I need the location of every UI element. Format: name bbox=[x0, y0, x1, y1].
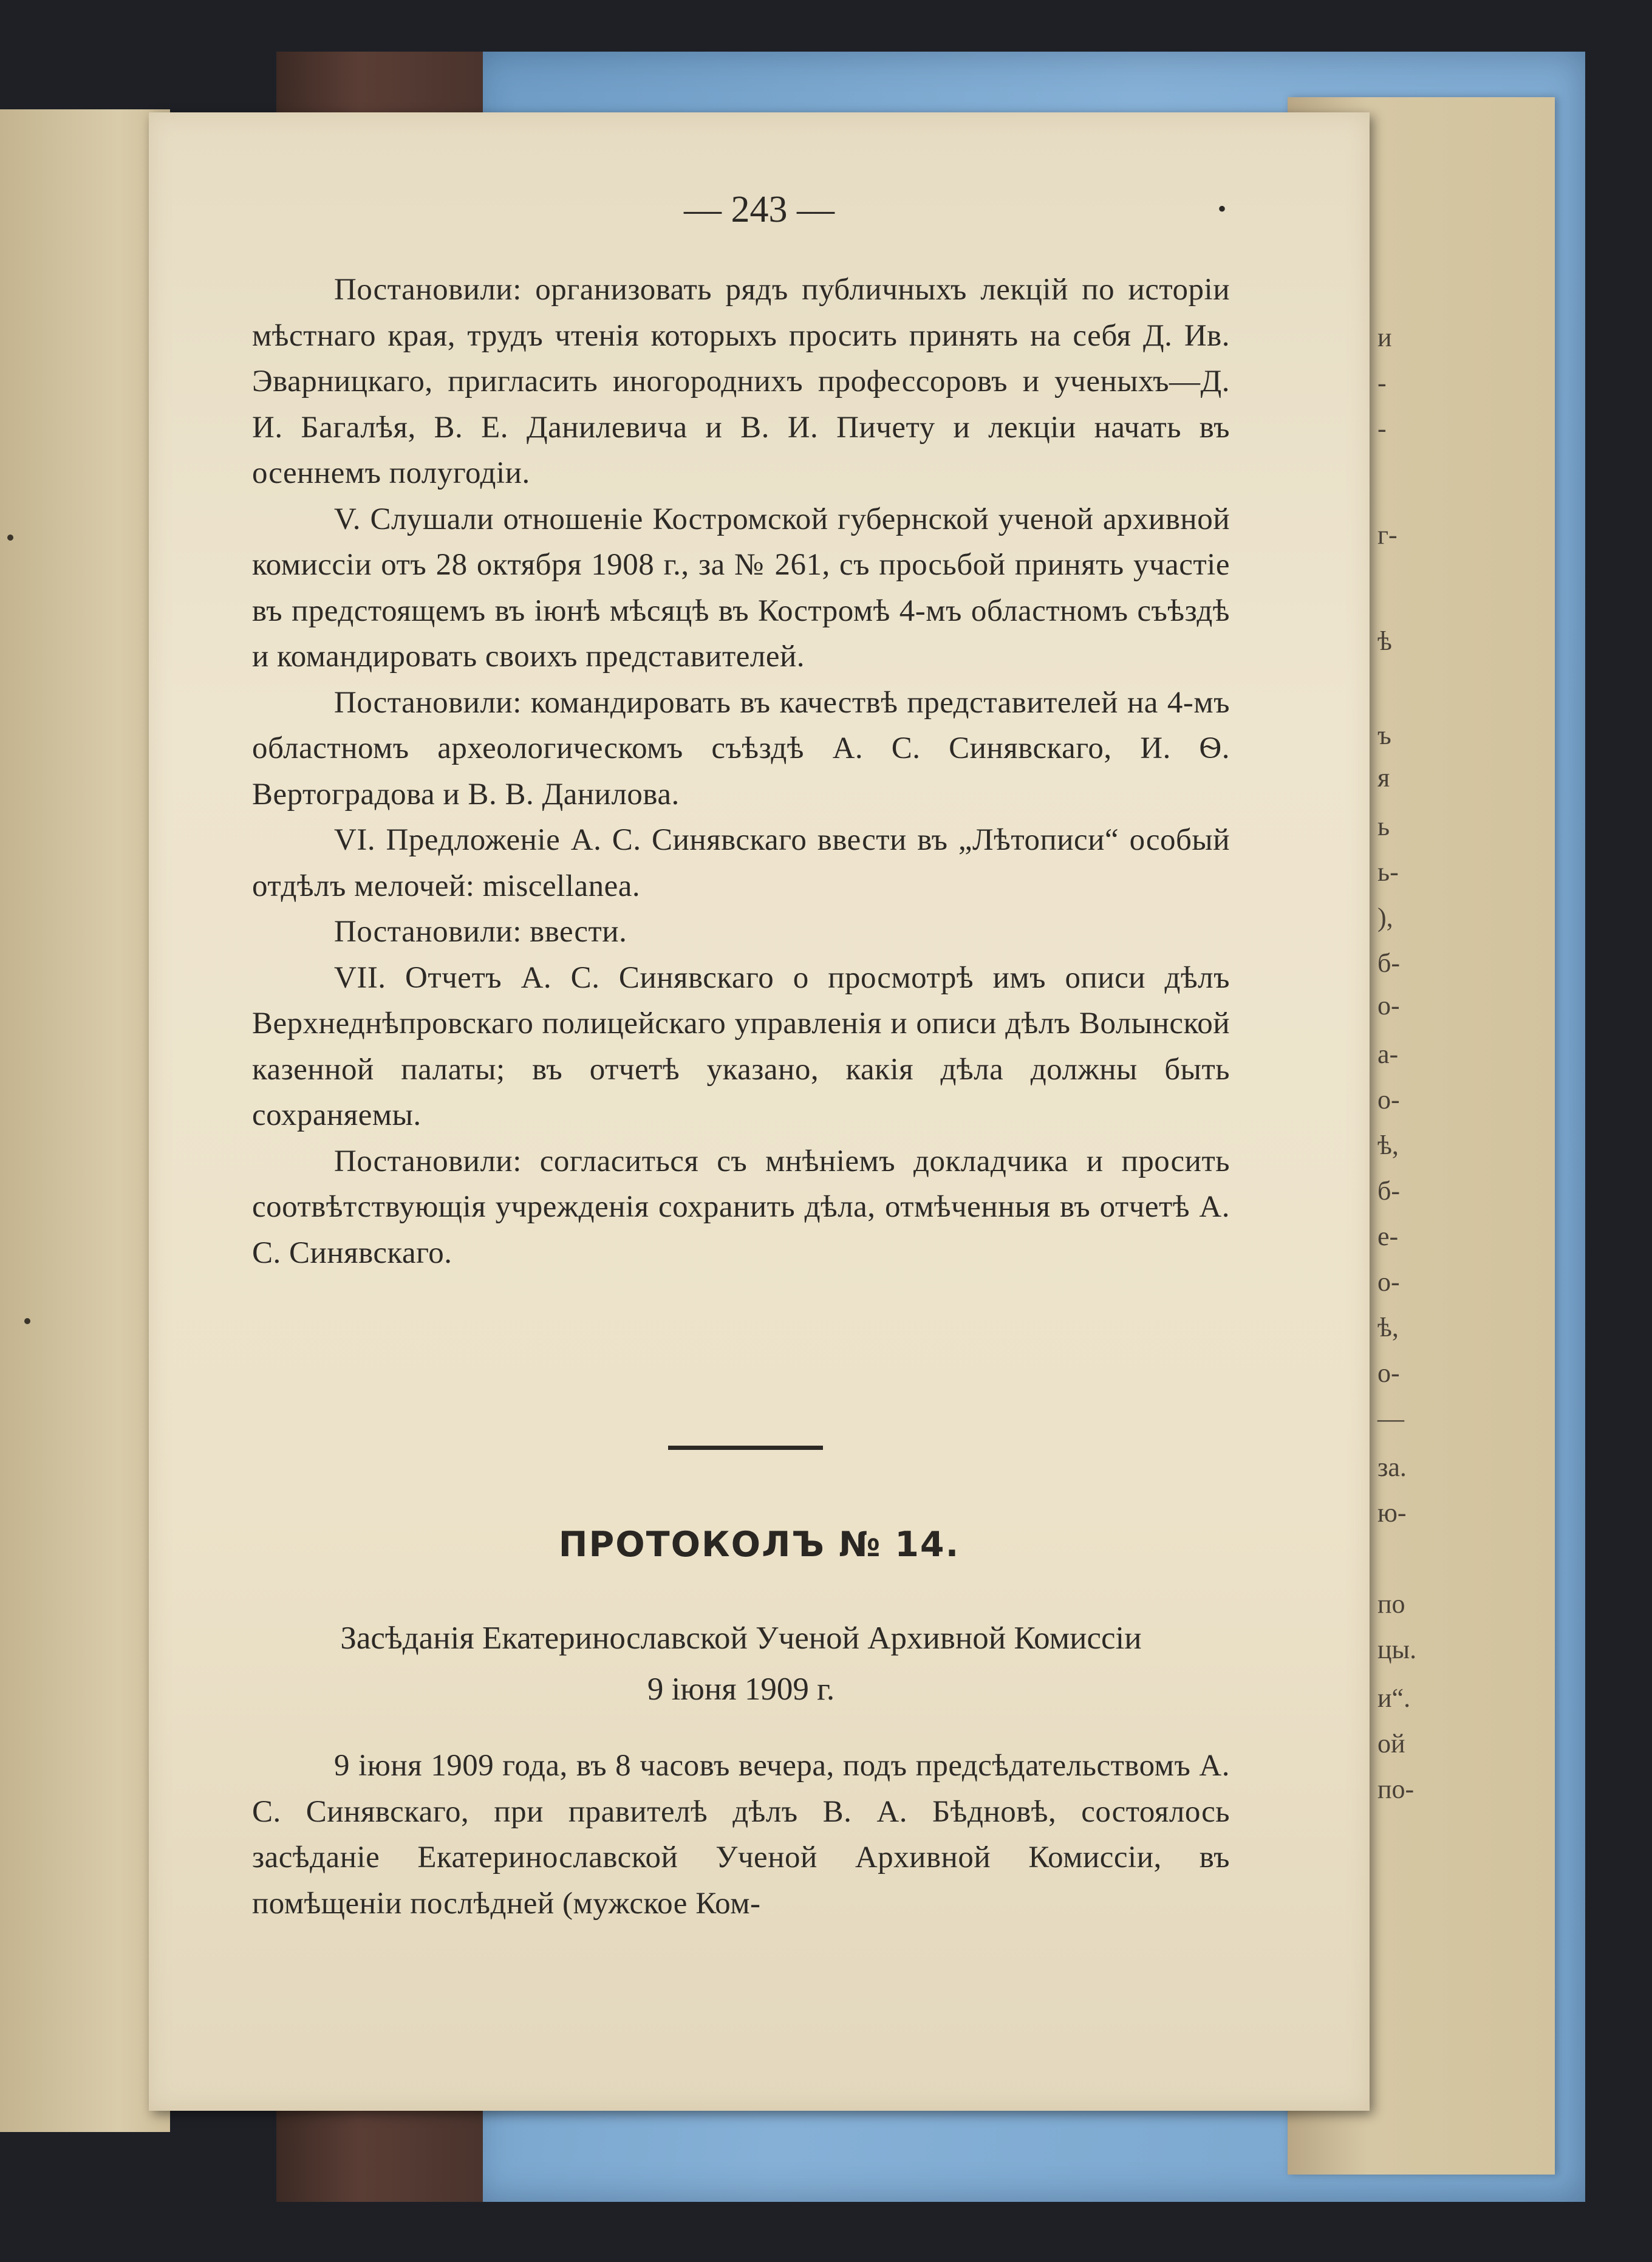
subtitle-line: Засѣданія Екатеринославской Ученой Архивной Комиссіи bbox=[340, 1621, 1142, 1656]
edge-fragment: ю- bbox=[1377, 1498, 1407, 1528]
printer-mark: • bbox=[1218, 195, 1227, 222]
paragraph: Постановили: согласиться съ мнѣніемъ докладчика и просить соотвѣтствующія учрежденія сохранить дѣла, отмѣченныя въ отчетѣ А. С. Синявскаго. bbox=[252, 1144, 1230, 1270]
paragraph: Постановили: организовать рядъ публичныхъ лекцій по исторіи мѣстнаго края, трудъ чтенія которыхъ просить принять на себя Д. Ив. Эварницкаго, пригласить иногородниxъ профессоровъ и ученыхъ—Д. И. Багалѣя, В. Е. Данилевича и В. И. Пичету и лекціи начать въ осеннемъ полугодіи. bbox=[252, 273, 1230, 490]
edge-fragment: по bbox=[1377, 1589, 1405, 1619]
paragraph: Постановили: ввести. bbox=[334, 915, 627, 949]
edge-fragment: г- bbox=[1377, 520, 1398, 550]
document-page bbox=[149, 112, 1370, 2111]
edge-fragment: о- bbox=[1377, 991, 1400, 1020]
edge-fragment: и“. bbox=[1377, 1683, 1411, 1713]
edge-fragment: по- bbox=[1377, 1774, 1415, 1804]
page-number: — 243 — bbox=[684, 189, 835, 230]
body-text bbox=[252, 267, 1230, 1276]
paragraph: V. Слушали отношеніе Костромской губернской ученой архивной комиссіи отъ 28 октября 1908 г., за № 261, съ просьбой принять участіе въ предстоящемъ въ іюнѣ мѣсяцѣ въ Костромѣ 4-мъ областномъ съѣздѣ и командировать своихъ представителей. bbox=[252, 502, 1230, 674]
edge-fragment: ѣ bbox=[1377, 626, 1392, 656]
edge-fragment: - bbox=[1377, 368, 1387, 398]
edge-fragment: о- bbox=[1377, 1267, 1400, 1297]
edge-fragment: я bbox=[1377, 763, 1390, 793]
edge-fragment: ), bbox=[1377, 903, 1393, 932]
left-facing-page bbox=[0, 109, 170, 2132]
edge-fragment: ѣ, bbox=[1377, 1313, 1399, 1342]
underlying-page-edge-text bbox=[1377, 0, 1554, 2262]
protocol-heading: ПРОТОКОЛЪ № 14. bbox=[558, 1525, 960, 1565]
section-divider bbox=[668, 1446, 823, 1450]
edge-fragment: ъ bbox=[1377, 720, 1391, 750]
edge-fragment: - bbox=[1377, 414, 1387, 443]
edge-fragment: ой bbox=[1377, 1729, 1405, 1758]
edge-fragment: и bbox=[1377, 323, 1392, 352]
protocol-body bbox=[252, 1743, 1230, 1927]
paragraph: VI. Предложеніе А. С. Синявскаго ввести въ „Лѣтописи“ особый отдѣлъ мелочей: miscellanea. bbox=[252, 823, 1230, 903]
edge-fragment: — bbox=[1377, 1404, 1404, 1433]
edge-fragment: ь bbox=[1377, 812, 1390, 841]
paragraph: VII. Отчетъ А. С. Синявскаго о просмотрѣ имъ описи дѣлъ Верхнеднѣпровскаго полицейскаго управленія и описи дѣлъ Волынской казенной палаты; въ отчетѣ указано, какія дѣла должны быть сохраняемы. bbox=[252, 960, 1230, 1132]
edge-fragment: е- bbox=[1377, 1222, 1399, 1251]
ink-speck bbox=[24, 1318, 30, 1324]
edge-fragment: б- bbox=[1377, 1176, 1401, 1206]
edge-fragment: за. bbox=[1377, 1452, 1407, 1482]
edge-fragment: цы. bbox=[1377, 1635, 1417, 1664]
paragraph: Постановили: командировать въ качествѣ представителей на 4-мъ областномъ археологическомъ съѣздѣ А. С. Синявскаго, И. Ѳ. Вертоградова и В. В. Данилова. bbox=[252, 685, 1230, 812]
edge-fragment: ь- bbox=[1377, 857, 1399, 887]
edge-fragment: о- bbox=[1377, 1358, 1400, 1388]
protocol-subtitle bbox=[252, 1613, 1230, 1715]
ink-speck bbox=[7, 535, 13, 541]
edge-fragment: б- bbox=[1377, 948, 1401, 978]
edge-fragment: о- bbox=[1377, 1085, 1400, 1115]
paragraph: 9 іюня 1909 года, въ 8 часовъ вечера, подъ предсѣдательствомъ А. С. Синявскаго, при правителѣ дѣлъ В. А. Бѣдновѣ, состоялось засѣданіе Екатеринославской Ученой Архивной Комиссіи, въ помѣщеніи послѣдней (мужское Ком- bbox=[252, 1749, 1230, 1921]
subtitle-date: 9 іюня 1909 г. bbox=[647, 1672, 835, 1707]
edge-fragment: ѣ, bbox=[1377, 1130, 1399, 1160]
edge-fragment: а- bbox=[1377, 1039, 1399, 1069]
